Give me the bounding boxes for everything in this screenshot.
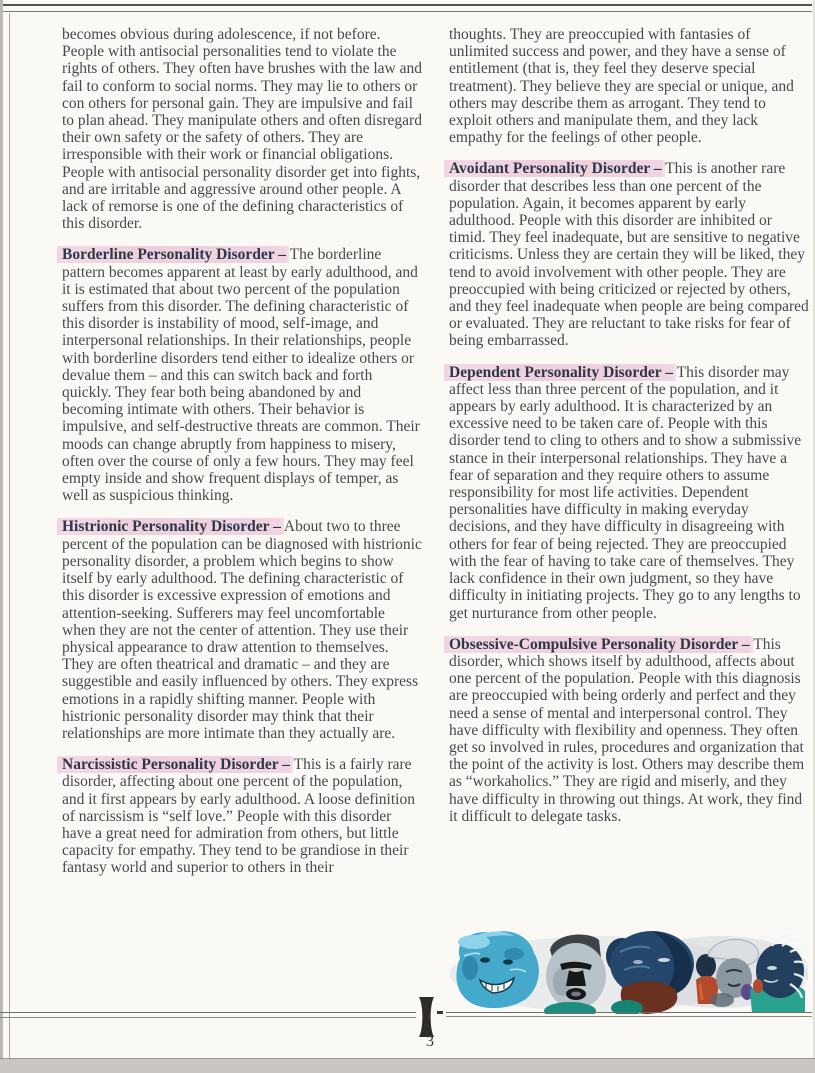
section-heading-histrionic: Histrionic Personality Disorder – (62, 518, 281, 536)
section-obsessive-compulsive (449, 636, 809, 825)
page-body (62, 26, 810, 891)
section-borderline (62, 246, 422, 504)
ornament-dash (437, 1011, 443, 1014)
section-narcissistic (62, 756, 422, 876)
paragraph-text: This is another rare disorder that describes less than one percent of the population. Again, it becomes apparent by early adulthood. People with this disorder are inhibited or timid. They feel inadequate, but are sensitive to negative criticisms. Unless they are certain they will be liked, they tend to avoid involvement with other people. They are preoccupied with being criticized or rejected by others, and they feel inadequate when people are being compared or evaluated. They are reluctant to take risks for fear of being embarrassed. (449, 160, 809, 350)
page-number: 3 (426, 1033, 434, 1050)
paragraph-text: This disorder, which shows itself by adulthood, affects about one percent of the population. People with this diagnosis are preoccupied with being orderly and perfect and they need a sense of mental and interpersonal control. They have difficulty with flexibility and openness. They often get so involved in rules, procedures and organization that the point of the activity is lost. Others may describe them as “workaholics.” They are rigid and miserly, and they have difficulty in throwing out things. At work, they find it difficult to delegate tasks. (449, 635, 805, 825)
faces-collage-illustration (450, 926, 808, 1014)
top-border-rule-thin (0, 11, 812, 12)
footer-rule-left-lower (0, 1017, 416, 1018)
section-heading-dependent: Dependent Personality Disorder – (449, 363, 674, 381)
section-divider-ornament (419, 997, 434, 1037)
left-column (62, 26, 422, 891)
page-bottom-edge-shadow (0, 1059, 815, 1073)
section-histrionic (62, 518, 422, 742)
page-left-edge (0, 0, 3, 1073)
paragraph-text: This is a fairly rare disorder, affecting about one percent of the population, and it first appears by early adulthood. A loose definition of narcissism is “self love.” People with this disorder have a great need for admiration from others, but little capacity for empathy. They tend to be grandiose in their fantasy world and superior to others in their (62, 756, 415, 877)
paragraph-text: The borderline pattern becomes apparent at least by early adulthood, and it is estimated that about two percent of the population suffers from this disorder. The defining characteristic of this disorder is instability of mood, self-image, and interpersonal relationships. In their relationships, people with borderline disorders tend either to idealize others or devalue them – and this can switch back and forth quickly. They fear both being abandoned by and becoming intimate with others. Their behavior is impulsive, and self-destructive threats are common. Their moods can change abruptly from happiness to misery, often over the course of only a few hours. They may feel empty inside and show frequent displays of temper, as well as suspicious thinking. (62, 246, 420, 505)
section-heading-avoidant: Avoidant Personality Disorder – (449, 160, 662, 178)
paragraph-text: thoughts. They are preoccupied with fantasies of unlimited success and power, and they have a sense of entitlement (that is, they feel they deserve special treatment). They believe they are special or unique, and others may describe them as arrogant. They tend to exploit others and manipulate them, and they lack empathy for the feelings of other people. (449, 26, 794, 147)
top-border-rule-thick (0, 4, 812, 6)
paragraph-text: This disorder may affect less than three percent of the population, and it appears by early adulthood. It is characterized by an excessive need to be taken care of. People with this disorder tend to cling to others and to show a submissive stance in their interpersonal relationships. They have a fear of separation and they require others to assume responsibility for most life activities. Dependent personalities have difficulty in making everyday decisions, and they have difficulty in disagreeing with others for fear of being rejected. They are preoccupied with the fear of having to take care of themselves. They lack confidence in their own judgment, so they have difficulty in initiating projects. They go to any lengths to get nurturance from other people. (449, 363, 802, 622)
section-heading-borderline: Borderline Personality Disorder – (62, 246, 287, 264)
paragraph-narcissistic-continued (449, 26, 809, 146)
section-dependent (449, 364, 809, 622)
section-heading-narcissistic: Narcissistic Personality Disorder – (62, 756, 291, 774)
left-border-rule (9, 13, 10, 1058)
footer-rule-right-upper (446, 1012, 812, 1013)
paragraph-antisocial-continued (62, 26, 422, 232)
footer-rule-right-lower (446, 1016, 812, 1017)
paragraph-text: About two to three percent of the population can be diagnosed with histrionic personality disorder, a problem which begins to show itself by early adulthood. The defining characteristic of this disorder is excessive expression of emotions and attention-seeking. Sufferers may feel uncomfortable when they are not the center of attention. They use their physical appearance to draw attention to themselves. They are often theatrical and dramatic – and they are suggestible and easily influenced by others. They express emotions in a rapidly shifting manner. People with histrionic personality disorder may think that their relationships are more intimate than they actually are. (62, 518, 422, 742)
right-column (449, 26, 809, 891)
paragraph-text: becomes obvious during adolescence, if not before. People with antisocial personalities tend to violate the rights of others. They often have brushes with the law and fail to conform to social norms. They may lie to others or con others for personal gain. They are impulsive and fail to plan ahead. They manipulate others and often disregard their own safety or the safety of others. They are irresponsible with their work or financial obligations. People with antisocial personality disorder get into fights, and are irritable and aggressive around other people. A lack of remorse is one of the defining characteristics of this disorder. (62, 26, 423, 233)
footer-rule-left-upper (0, 1012, 416, 1013)
section-heading-obsessive-compulsive: Obsessive-Compulsive Personality Disorder – (449, 635, 750, 653)
section-avoidant (449, 160, 809, 349)
